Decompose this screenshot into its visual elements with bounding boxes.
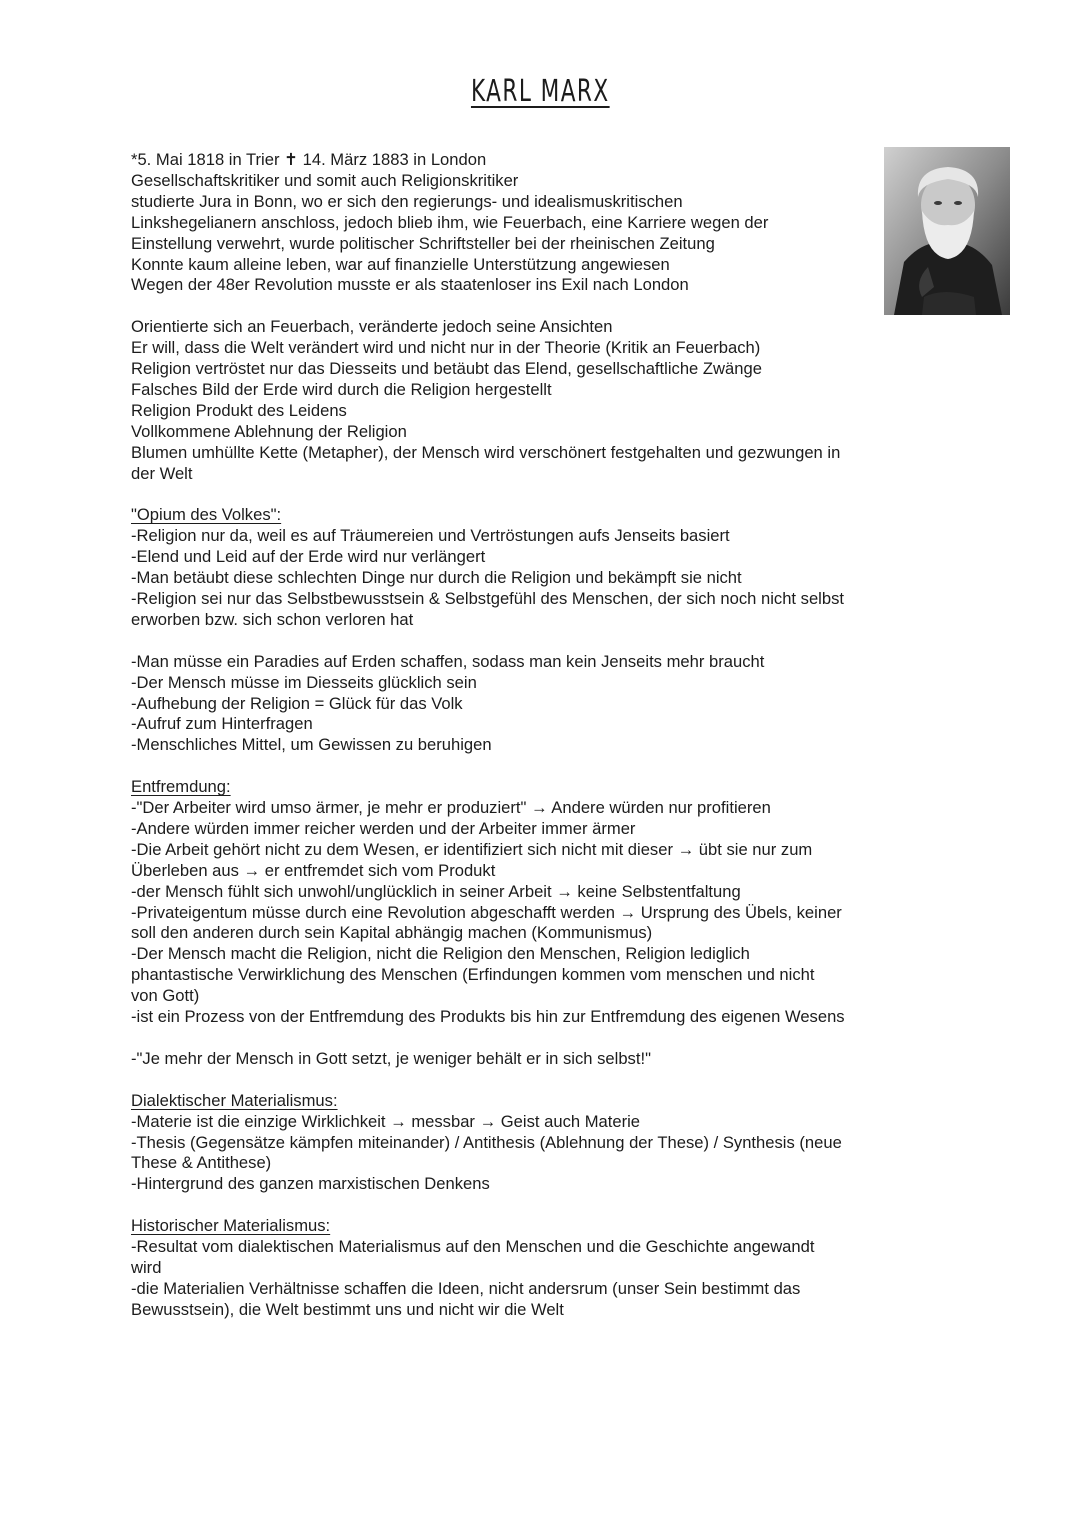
entfremdung-heading: Entfremdung: [131, 777, 231, 797]
entfremdung-line: -ist ein Prozess von der Entfremdung des Produkts bis hin zur Entfremdung des eigenen Wesens [131, 1007, 845, 1027]
views-line: Religion Produkt des Leidens [131, 400, 347, 420]
bio-line: Linkshegelianern anschloss, jedoch blieb ihm, wie Feuerbach, eine Karriere wegen der [131, 212, 769, 232]
page-title [0, 72, 1080, 109]
views-line: Blumen umhüllte Kette (Metapher), der Mensch wird verschönert festgehalten und gezwungen in [131, 442, 841, 462]
opium-line: -Religion nur da, weil es auf Träumereien und Vertröstungen aufs Jenseits basiert [131, 526, 730, 546]
entfremdung-section [131, 777, 951, 1070]
entfremdung-line: von Gott) [131, 986, 200, 1006]
historisch-line: -Resultat vom dialektischen Materialismus auf den Menschen und die Geschichte angewandt [131, 1237, 815, 1257]
opium-line: -Man betäubt diese schlechten Dinge nur durch die Religion und bekämpft sie nicht [131, 568, 742, 588]
opium-line: -Der Mensch müsse im Diesseits glücklich sein [131, 672, 477, 692]
biography-section [131, 150, 951, 296]
entfremdung-quote: -"Je mehr der Mensch in Gott setzt, je weniger behält er in sich selbst!" [131, 1048, 651, 1068]
notes-content [131, 150, 951, 1321]
views-line: Orientierte sich an Feuerbach, veränderte jedoch seine Ansichten [131, 317, 613, 337]
dialektik-line: -Thesis (Gegensätze kämpfen miteinander) / Antithesis (Ablehnung der These) / Synthesis (neue [131, 1132, 842, 1152]
entfremdung-line: -"Der Arbeiter wird umso ärmer, je mehr er produziert" → Andere würden nur profitieren [131, 798, 771, 818]
views-line: der Welt [131, 463, 193, 483]
opium-line: erworben bzw. sich schon verloren hat [131, 609, 414, 629]
bio-line: studierte Jura in Bonn, wo er sich den regierungs- und idealismuskritischen [131, 191, 683, 211]
opium-line: -Religion sei nur das Selbstbewusstsein & Selbstgefühl des Menschen, der sich noch nicht selbst [131, 589, 844, 608]
opium-section [131, 505, 951, 756]
opium-line: -Aufhebung der Religion = Glück für das Volk [131, 693, 463, 713]
historisch-section [131, 1216, 951, 1321]
views-section [131, 317, 951, 484]
entfremdung-line: phantastische Verwirklichung des Menschen (Erfindungen kommen vom menschen und nicht [131, 965, 815, 985]
historisch-line: Bewusstsein), die Welt bestimmt uns und nicht wir die Welt [131, 1299, 564, 1319]
entfremdung-line: Überleben aus → er entfremdet sich vom Produkt [131, 860, 496, 880]
entfremdung-line: -Andere würden immer reicher werden und der Arbeiter immer ärmer [131, 818, 636, 838]
views-line: Falsches Bild der Erde wird durch die Religion hergestellt [131, 379, 552, 399]
dialektik-section [131, 1091, 951, 1196]
page-title-text: KARL MARX [470, 74, 610, 109]
historisch-heading: Historischer Materialismus: [131, 1216, 331, 1236]
entfremdung-line: -Privateigentum müsse durch eine Revolution abgeschafft werden → Ursprung des Übels, keiner [131, 902, 842, 922]
opium-line: -Man müsse ein Paradies auf Erden schaffen, sodass man kein Jenseits mehr braucht [131, 651, 765, 671]
historisch-line: wird [131, 1257, 162, 1277]
entfremdung-line: soll den anderen durch sein Kapital abhängig machen (Kommunismus) [131, 923, 653, 943]
opium-line: -Elend und Leid auf der Erde wird nur verlängert [131, 547, 486, 567]
bio-line: Wegen der 48er Revolution musste er als staatenloser ins Exil nach London [131, 275, 689, 295]
historisch-line: -die Materialien Verhältnisse schaffen die Ideen, nicht andersrum (unser Sein bestimmt das [131, 1278, 801, 1298]
views-line: Religion vertröstet nur das Diesseits und betäubt das Elend, gesellschaftliche Zwänge [131, 359, 762, 379]
dialektik-heading: Dialektischer Materialismus: [131, 1090, 338, 1110]
views-line: Er will, dass die Welt verändert wird und nicht nur in der Theorie (Kritik an Feuerbach) [131, 338, 761, 358]
dialektik-line: -Materie ist die einzige Wirklichkeit → messbar → Geist auch Materie [131, 1111, 641, 1131]
bio-line: Einstellung verwehrt, wurde politischer Schriftsteller bei der rheinischen Zeitung [131, 233, 715, 253]
entfremdung-line: -Der Mensch macht die Religion, nicht die Religion den Menschen, Religion lediglich [131, 944, 750, 964]
entfremdung-line: -Die Arbeit gehört nicht zu dem Wesen, er identifiziert sich nicht mit dieser → übt sie nur zum [131, 839, 813, 859]
opium-heading: "Opium des Volkes": [131, 505, 282, 525]
opium-line: -Aufruf zum Hinterfragen [131, 714, 313, 734]
bio-line: *5. Mai 1818 in Trier ✝ 14. März 1883 in London [131, 150, 487, 169]
opium-line: -Menschliches Mittel, um Gewissen zu beruhigen [131, 735, 492, 755]
bio-line: Konnte kaum alleine leben, war auf finanzielle Unterstützung angewiesen [131, 254, 670, 274]
dialektik-line: -Hintergrund des ganzen marxistischen Denkens [131, 1174, 490, 1194]
entfremdung-line: -der Mensch fühlt sich unwohl/unglücklich in seiner Arbeit → keine Selbstentfaltung [131, 881, 741, 901]
views-line: Vollkommene Ablehnung der Religion [131, 421, 407, 441]
dialektik-line: These & Antithese) [131, 1153, 272, 1173]
bio-line: Gesellschaftskritiker und somit auch Religionskritiker [131, 170, 519, 190]
